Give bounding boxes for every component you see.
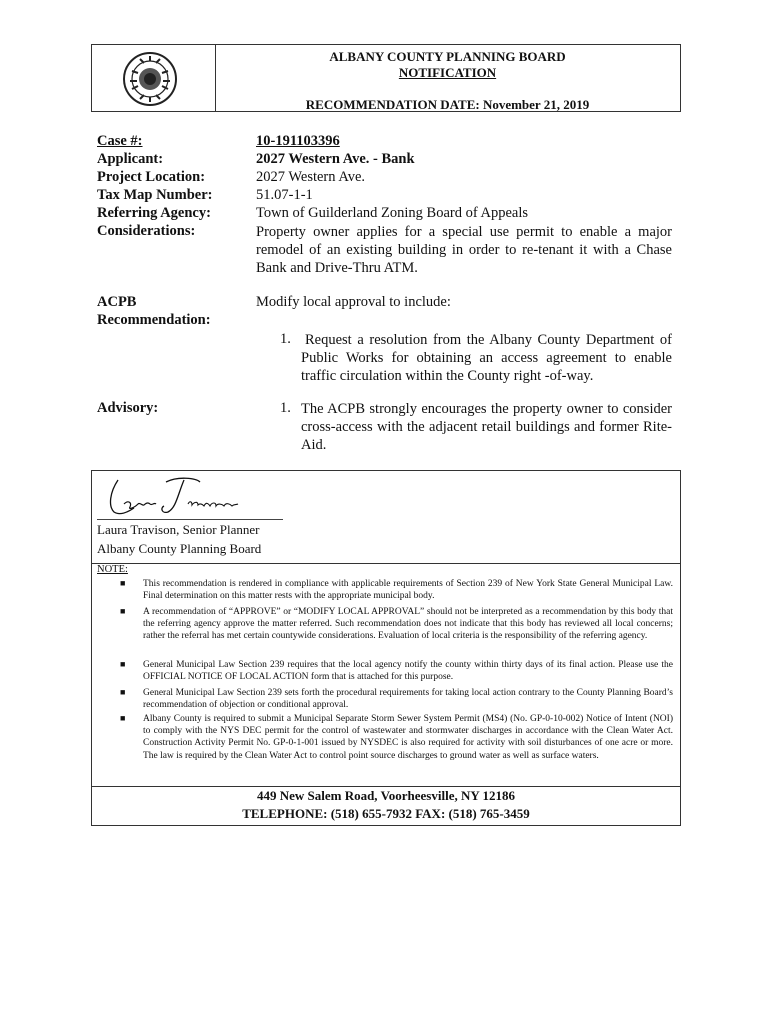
project-location-value: 2027 Western Ave.	[256, 169, 366, 185]
footer-phone-fax: TELEPHONE: (518) 655-7932 FAX: (518) 765-3459	[242, 806, 530, 821]
header-box	[91, 44, 681, 112]
signer-name-title: Laura Travison, Senior Planner	[97, 522, 260, 537]
recommendation-item-text: Request a resolution from the Albany County Department of Public Works for obtaining an access agreement to enable traffic circulation within the County right -of-way.	[301, 332, 672, 384]
note-item: General Municipal Law Section 239 requires that the local agency notify the county within thirty days of its final action. Please use the OFFICIAL NOTICE OF LOCAL ACTION form that is attached for this purpose.	[143, 660, 673, 683]
recommendation-label: Recommendation:	[97, 312, 211, 328]
tax-map-label: Tax Map Number:	[97, 187, 213, 203]
county-seal-icon	[120, 51, 180, 107]
note-item: A recommendation of “APPROVE” or “MODIFY LOCAL APPROVAL” should not be interpreted as a recommendation by this body that the referring agency approve the matter referred. Such recommendation does not indicate that this body has reviewed all local concerns; rather the referral has met certain countywide considerations. Evaluation of local criteria is the responsibility of the referring agency.	[143, 607, 673, 642]
case-value: 10-191103396	[256, 133, 340, 149]
considerations-text: Property owner applies for a special use permit to enable a major remodel of an existing building in order to re-tenant it with a Chase Bank and Drive-Thru ATM.	[256, 224, 672, 276]
bullet-icon: ■	[120, 713, 126, 723]
bullet-icon: ■	[120, 687, 126, 697]
recommendation-item-number: 1.	[280, 331, 291, 347]
case-label: Case #:	[97, 133, 143, 149]
acpb-label: ACPB	[97, 294, 137, 310]
advisory-label: Advisory:	[97, 400, 159, 416]
note-item: General Municipal Law Section 239 sets forth the procedural requirements for taking local action contrary to the County Planning Board’s recommendation of objection or conditional approval.	[143, 688, 673, 711]
bullet-icon: ■	[120, 578, 126, 588]
applicant-value: 2027 Western Ave. - Bank	[256, 151, 415, 167]
seal-cell	[92, 45, 216, 111]
referring-agency-label: Referring Agency:	[97, 205, 211, 221]
tax-map-value: 51.07-1-1	[256, 187, 313, 203]
applicant-label: Applicant:	[97, 151, 164, 167]
note-item: Albany County is required to submit a Municipal Separate Storm Sewer System Permit (MS4) (No. GP-0-10-002) Notice of Intent (NOI) to comply with the NYS DEC permit for the control of wastewater and stormwater discharges in accordance with the Clean Water Act. Construction Activity Permit No. GP-0-1-001 issued by NYSDEC is also required for activity with soil disturbances of one acre or more. The law is required by the Clean Water Act to control point source discharges to ground water as well as surface waters.	[143, 714, 673, 761]
bullet-icon: ■	[120, 606, 126, 616]
footer-divider	[91, 786, 681, 787]
project-location-label: Project Location:	[97, 169, 206, 185]
bullet-icon: ■	[120, 659, 126, 669]
advisory-item-number: 1.	[280, 400, 291, 416]
advisory-item-text: The ACPB strongly encourages the property owner to consider cross-access with the adjacent retail buildings and former Rite-Aid.	[301, 401, 672, 453]
considerations-label: Considerations:	[97, 223, 196, 239]
signature-line	[97, 519, 283, 520]
footer-address: 449 New Salem Road, Voorheesville, NY 12186	[256, 788, 516, 803]
recommendation-intro: Modify local approval to include:	[256, 294, 451, 310]
doc-type-title: NOTIFICATION	[398, 65, 497, 80]
handwritten-signature	[104, 474, 244, 518]
notes-title: NOTE:	[97, 564, 128, 575]
referring-agency-value: Town of Guilderland Zoning Board of Appeals	[256, 205, 529, 221]
note-item: This recommendation is rendered in compliance with applicable requirements of Section 239 of New York State General Municipal Law. Final determination on this matter rests with the appropriate municipal body.	[143, 579, 673, 602]
signer-organization: Albany County Planning Board	[97, 541, 262, 556]
notes-divider	[91, 563, 681, 564]
org-title: ALBANY COUNTY PLANNING BOARD	[329, 49, 566, 64]
recommendation-date: RECOMMENDATION DATE: November 21, 2019	[305, 97, 590, 112]
